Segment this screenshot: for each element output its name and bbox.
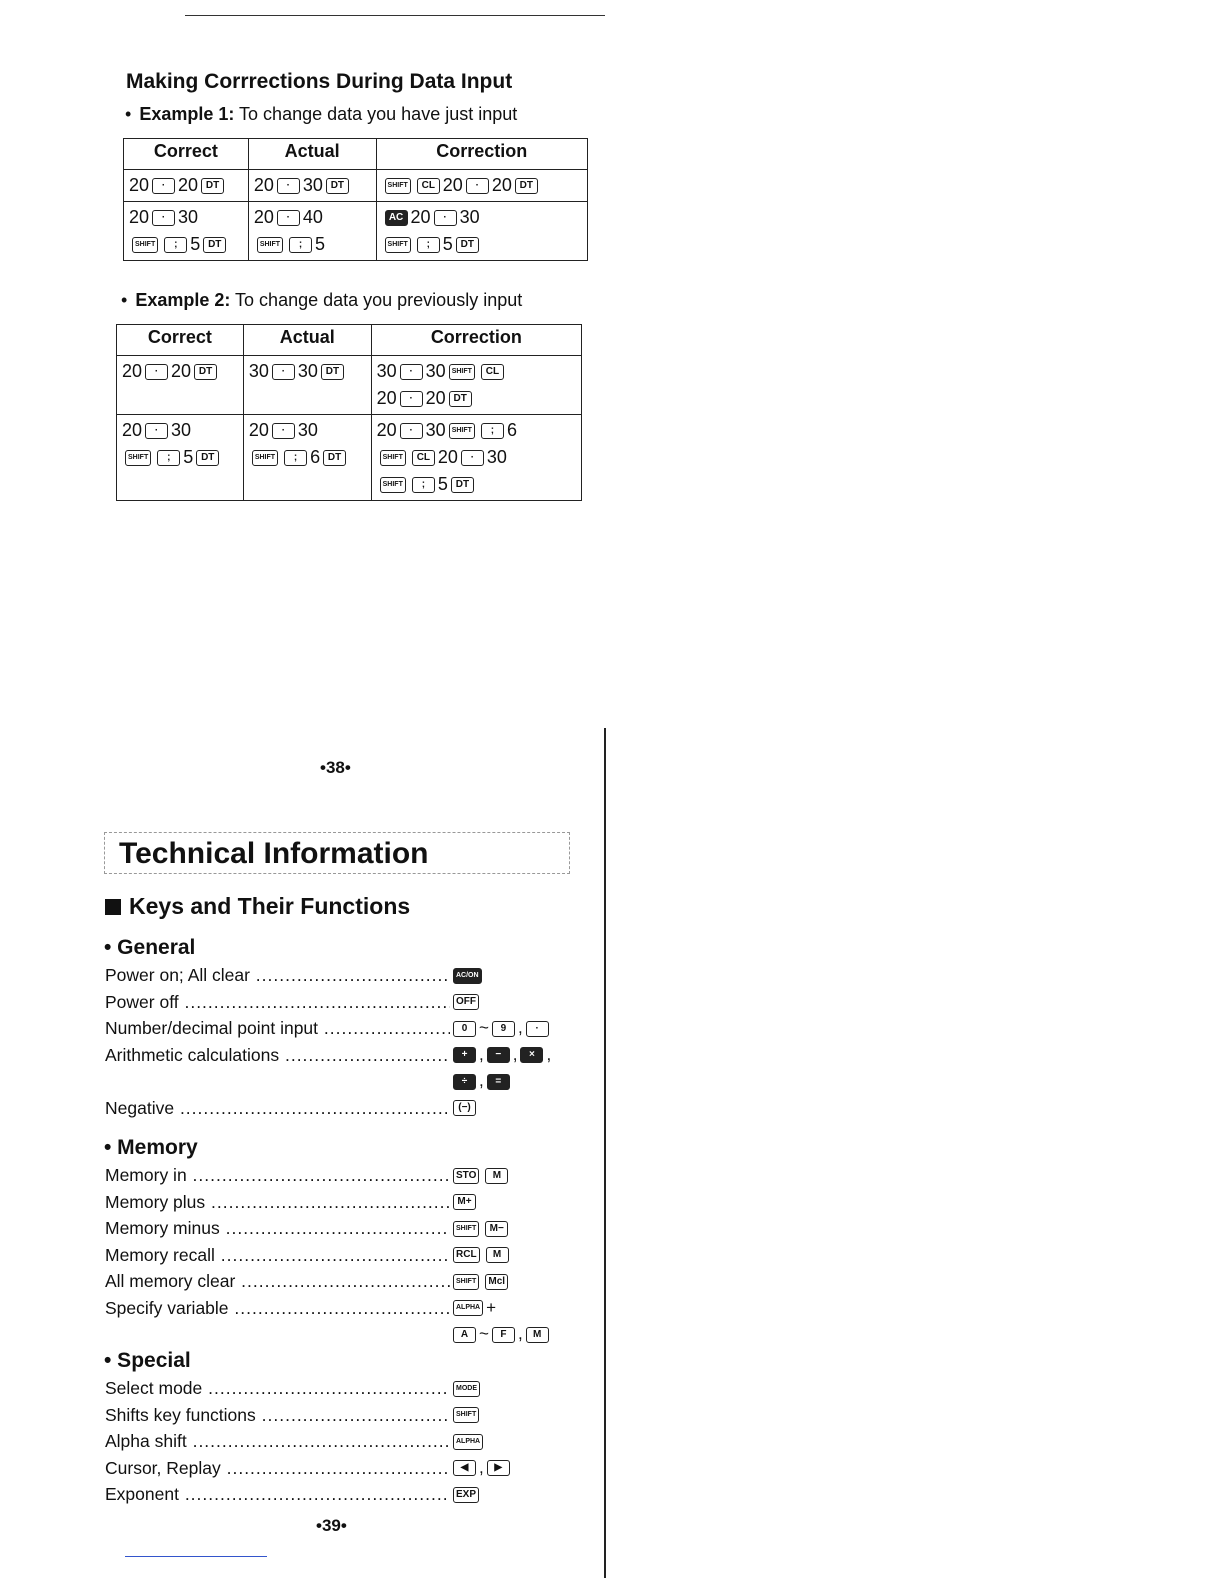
key-dt-icon: DT — [515, 178, 538, 194]
function-keys — [450, 1164, 511, 1186]
general-heading: • General — [104, 936, 196, 959]
function-label: Number/decimal point input ..... — [105, 1017, 450, 1039]
key-sequence — [377, 417, 576, 444]
example-2-label: Example 2: — [135, 290, 231, 310]
key-sequence — [249, 358, 366, 385]
sequence-text: , — [479, 1457, 484, 1477]
key-acon-icon: AC/ON — [453, 968, 482, 984]
table-header-correct: Correct — [124, 139, 249, 170]
sequence-text: 20 — [122, 420, 143, 440]
key-m-icon: M — [526, 1327, 549, 1343]
sequence-text: 5 — [190, 234, 201, 254]
sequence-text: 20 — [129, 175, 150, 195]
example-1-caption: • Example 1: To change data you have just input — [125, 104, 518, 124]
key-sequence — [382, 172, 582, 199]
function-keys — [450, 1323, 552, 1345]
function-keys — [450, 1070, 513, 1092]
key--icon: ; — [164, 237, 187, 253]
sequence-text: 30 — [425, 361, 446, 381]
key--icon: · — [277, 210, 300, 226]
key-shift-icon: SHIFT — [125, 450, 151, 466]
cell-correction — [371, 415, 581, 501]
key-dt-icon: DT — [451, 477, 474, 493]
key-ac-icon: AC — [385, 210, 408, 226]
key-shift-icon: SHIFT — [132, 237, 158, 253]
function-label: Memory plus ..... — [105, 1191, 450, 1213]
key-shift-icon: SHIFT — [257, 237, 283, 253]
sequence-text: 30 — [178, 207, 199, 227]
table-header-correction: Correction — [371, 325, 581, 356]
example-1-text: To change data you have just input — [239, 104, 518, 124]
key-dt-icon: DT — [196, 450, 219, 466]
function-keys — [450, 1017, 552, 1039]
sequence-text: 20 — [178, 175, 199, 195]
key--icon: − — [487, 1047, 510, 1063]
sequence-text: 30 — [297, 361, 318, 381]
sequence-text: 20 — [253, 175, 274, 195]
sequence-text: , — [479, 1071, 484, 1090]
key-shift-icon: SHIFT — [252, 450, 278, 466]
key-sequence — [377, 471, 576, 498]
square-bullet-icon — [105, 899, 121, 915]
sequence-text: , — [517, 1018, 523, 1037]
key-sequence — [382, 204, 582, 231]
keys-functions-label: Keys and Their Functions — [129, 893, 411, 919]
sequence-text: 30 — [297, 420, 318, 440]
top-rule — [185, 15, 605, 16]
sequence-text: 30 — [171, 420, 192, 440]
key-alpha-icon: ALPHA — [453, 1300, 483, 1316]
sequence-text: 5 — [437, 474, 448, 494]
key-mcl-icon: Mcl — [485, 1274, 508, 1290]
cell-correction — [376, 170, 587, 202]
function-keys — [450, 991, 482, 1013]
sequence-text: 20 — [171, 361, 192, 381]
key-shift-icon: SHIFT — [385, 237, 411, 253]
function-label: Specify variable ..... — [105, 1297, 450, 1319]
example-2-table — [116, 324, 582, 501]
cell-correct — [117, 356, 244, 415]
function-keys — [450, 964, 485, 986]
sequence-text: ~ — [479, 1324, 489, 1343]
key-dt-icon: DT — [323, 450, 346, 466]
key--icon: · — [400, 423, 423, 439]
key-sequence — [122, 358, 238, 385]
function-label: Shifts key functions ..... — [105, 1404, 450, 1426]
page-number-39: •39• — [316, 1516, 347, 1535]
function-label: Negative ..... — [105, 1097, 450, 1119]
key--icon: · — [400, 364, 423, 380]
example-1-label: Example 1: — [139, 104, 235, 124]
function-label: Exponent ..... — [105, 1483, 450, 1505]
sequence-text: 20 — [437, 447, 458, 467]
table-row — [124, 202, 588, 261]
key--icon: · — [400, 391, 423, 407]
sequence-text: 20 — [410, 207, 431, 227]
key-dt-icon: DT — [201, 178, 224, 194]
sequence-text: 30 — [248, 361, 269, 381]
key-exp-icon: EXP — [453, 1487, 479, 1503]
key-sequence — [129, 172, 243, 199]
function-keys — [450, 1097, 479, 1119]
key-sequence — [377, 444, 576, 471]
cell-correct — [124, 170, 249, 202]
key-shift-icon: SHIFT — [380, 477, 406, 493]
function-keys — [450, 1404, 482, 1426]
sequence-text: 30 — [425, 420, 446, 440]
key-sequence — [254, 231, 371, 258]
key-alpha-icon: ALPHA — [453, 1434, 483, 1450]
key-shift-icon: SHIFT — [449, 364, 475, 380]
sequence-text: 20 — [253, 207, 274, 227]
sequence-text: 30 — [302, 175, 323, 195]
key-a-icon: A — [453, 1327, 476, 1343]
key--icon: ; — [157, 450, 180, 466]
sequence-text: 5 — [183, 447, 194, 467]
function-keys — [450, 1457, 513, 1479]
key-cl-icon: CL — [417, 178, 440, 194]
key--icon: ▶ — [487, 1460, 510, 1476]
example-2-caption: • Example 2: To change data you previously input — [121, 290, 523, 310]
sequence-text: , — [546, 1044, 552, 1064]
key--icon: · — [145, 423, 168, 439]
keys-functions-heading — [105, 893, 410, 920]
key-sequence — [249, 444, 366, 471]
key-sequence — [254, 172, 371, 199]
function-label: Select mode ..... — [105, 1377, 450, 1399]
function-keys — [450, 1483, 482, 1505]
example-2-text: To change data you previously input — [235, 290, 523, 310]
key--icon: · — [272, 423, 295, 439]
key-dt-icon: DT — [321, 364, 344, 380]
key--icon: = — [487, 1074, 510, 1090]
function-keys — [450, 1044, 551, 1066]
function-keys — [450, 1191, 479, 1213]
key--icon: ; — [417, 237, 440, 253]
key--icon: × — [520, 1047, 543, 1063]
key-9-icon: 9 — [492, 1021, 515, 1037]
function-label: Memory recall ..... — [105, 1244, 450, 1266]
technical-information-title: Technical Information — [104, 832, 570, 874]
function-label: Memory minus ..... — [105, 1217, 450, 1239]
cell-actual — [248, 170, 376, 202]
key-f-icon: F — [492, 1327, 515, 1343]
key-dt-icon: DT — [326, 178, 349, 194]
key--icon: · — [434, 210, 457, 226]
key-sequence — [377, 358, 576, 385]
sequence-text: , — [517, 1324, 523, 1343]
sequence-text: , — [512, 1044, 518, 1064]
key-m-icon: M — [485, 1168, 508, 1184]
table-header-actual: Actual — [248, 139, 376, 170]
sequence-text: 6 — [506, 420, 517, 440]
example-1-table — [123, 138, 588, 261]
key-dt-icon: DT — [203, 237, 226, 253]
special-heading: • Special — [104, 1349, 191, 1372]
key--icon: · — [152, 210, 175, 226]
sequence-text: 20 — [129, 207, 150, 227]
key-off-icon: OFF — [453, 994, 479, 1010]
cell-actual — [243, 415, 371, 501]
key-m-icon: M− — [485, 1221, 508, 1237]
key-+-icon: + — [453, 1047, 476, 1063]
key--icon: (−) — [453, 1100, 476, 1116]
key-m+-icon: M+ — [453, 1194, 476, 1210]
key-m-icon: M — [486, 1247, 509, 1263]
key--icon: ; — [481, 423, 504, 439]
key-0-icon: 0 — [453, 1021, 476, 1037]
cell-correction — [376, 202, 587, 261]
table-row — [117, 415, 582, 501]
key-sequence — [382, 231, 582, 258]
sequence-text: 30 — [459, 207, 480, 227]
key--icon: ; — [412, 477, 435, 493]
function-label: Memory in ..... — [105, 1164, 450, 1186]
function-keys — [450, 1270, 511, 1292]
key-shift-icon: SHIFT — [449, 423, 475, 439]
sequence-text: 5 — [442, 234, 453, 254]
key--icon: ; — [289, 237, 312, 253]
key--icon: ÷ — [453, 1074, 476, 1090]
key-sequence — [249, 417, 366, 444]
cell-actual — [243, 356, 371, 415]
key--icon: ; — [284, 450, 307, 466]
sequence-text: 20 — [442, 175, 463, 195]
cell-correct — [117, 415, 244, 501]
bottom-rule — [125, 1556, 267, 1557]
sequence-text: 20 — [425, 388, 446, 408]
function-keys — [450, 1217, 511, 1239]
sequence-text: 30 — [376, 361, 397, 381]
sequence-text: 6 — [310, 447, 321, 467]
function-keys — [450, 1377, 483, 1399]
function-label: Cursor, Replay ..... — [105, 1457, 450, 1479]
corrections-title: Making Corrrections During Data Input — [126, 70, 513, 93]
key-rcl-icon: RCL — [453, 1247, 480, 1263]
key--icon: · — [277, 178, 300, 194]
key-dt-icon: DT — [456, 237, 479, 253]
function-keys — [450, 1244, 512, 1266]
key-sto-icon: STO — [453, 1168, 479, 1184]
sequence-text: 20 — [248, 420, 269, 440]
function-label: Arithmetic calculations ..... — [105, 1044, 450, 1066]
memory-heading: • Memory — [104, 1136, 198, 1159]
key-sequence — [254, 204, 371, 231]
key-dt-icon: DT — [194, 364, 217, 380]
table-header-correct: Correct — [117, 325, 244, 356]
cell-actual — [248, 202, 376, 261]
key--icon: · — [152, 178, 175, 194]
key-shift-icon: SHIFT — [380, 450, 406, 466]
key-cl-icon: CL — [481, 364, 504, 380]
key-dt-icon: DT — [449, 391, 472, 407]
function-keys — [450, 1430, 486, 1452]
key-sequence — [377, 385, 576, 412]
key--icon: · — [461, 450, 484, 466]
sequence-text: + — [486, 1297, 497, 1317]
key-shift-icon: SHIFT — [385, 178, 411, 194]
key--icon: · — [272, 364, 295, 380]
sequence-text: 30 — [486, 447, 507, 467]
sequence-text: 20 — [491, 175, 512, 195]
key-sequence — [129, 231, 243, 258]
sequence-text: , — [479, 1044, 484, 1064]
sequence-text: ~ — [479, 1018, 489, 1037]
table-row — [117, 356, 582, 415]
key-sequence — [122, 417, 238, 444]
function-label: Power off ..... — [105, 991, 450, 1013]
sequence-text: 20 — [376, 420, 397, 440]
key--icon: · — [466, 178, 489, 194]
key-shift-icon: SHIFT — [453, 1221, 479, 1237]
function-label: Power on; All clear ..... — [105, 964, 450, 986]
table-header-actual: Actual — [243, 325, 371, 356]
sequence-text: 40 — [302, 207, 323, 227]
function-label: Alpha shift ..... — [105, 1430, 450, 1452]
sequence-text: 20 — [122, 361, 143, 381]
key-sequence — [122, 444, 238, 471]
key-sequence — [129, 204, 243, 231]
key--icon: ◀ — [453, 1460, 476, 1476]
key-shift-icon: SHIFT — [453, 1407, 479, 1423]
table-header-correction: Correction — [376, 139, 587, 170]
cell-correction — [371, 356, 581, 415]
key-shift-icon: SHIFT — [453, 1274, 479, 1290]
sequence-text: 20 — [376, 388, 397, 408]
key--icon: · — [526, 1021, 549, 1037]
key--icon: · — [145, 364, 168, 380]
page-number-38: •38• — [320, 758, 351, 777]
sequence-text: 5 — [315, 234, 326, 254]
key-cl-icon: CL — [412, 450, 435, 466]
function-label: All memory clear ..... — [105, 1270, 450, 1292]
cell-correct — [124, 202, 249, 261]
key-mode-icon: MODE — [453, 1381, 480, 1397]
page-divider — [604, 728, 606, 1578]
function-keys — [450, 1297, 496, 1319]
table-row — [124, 170, 588, 202]
